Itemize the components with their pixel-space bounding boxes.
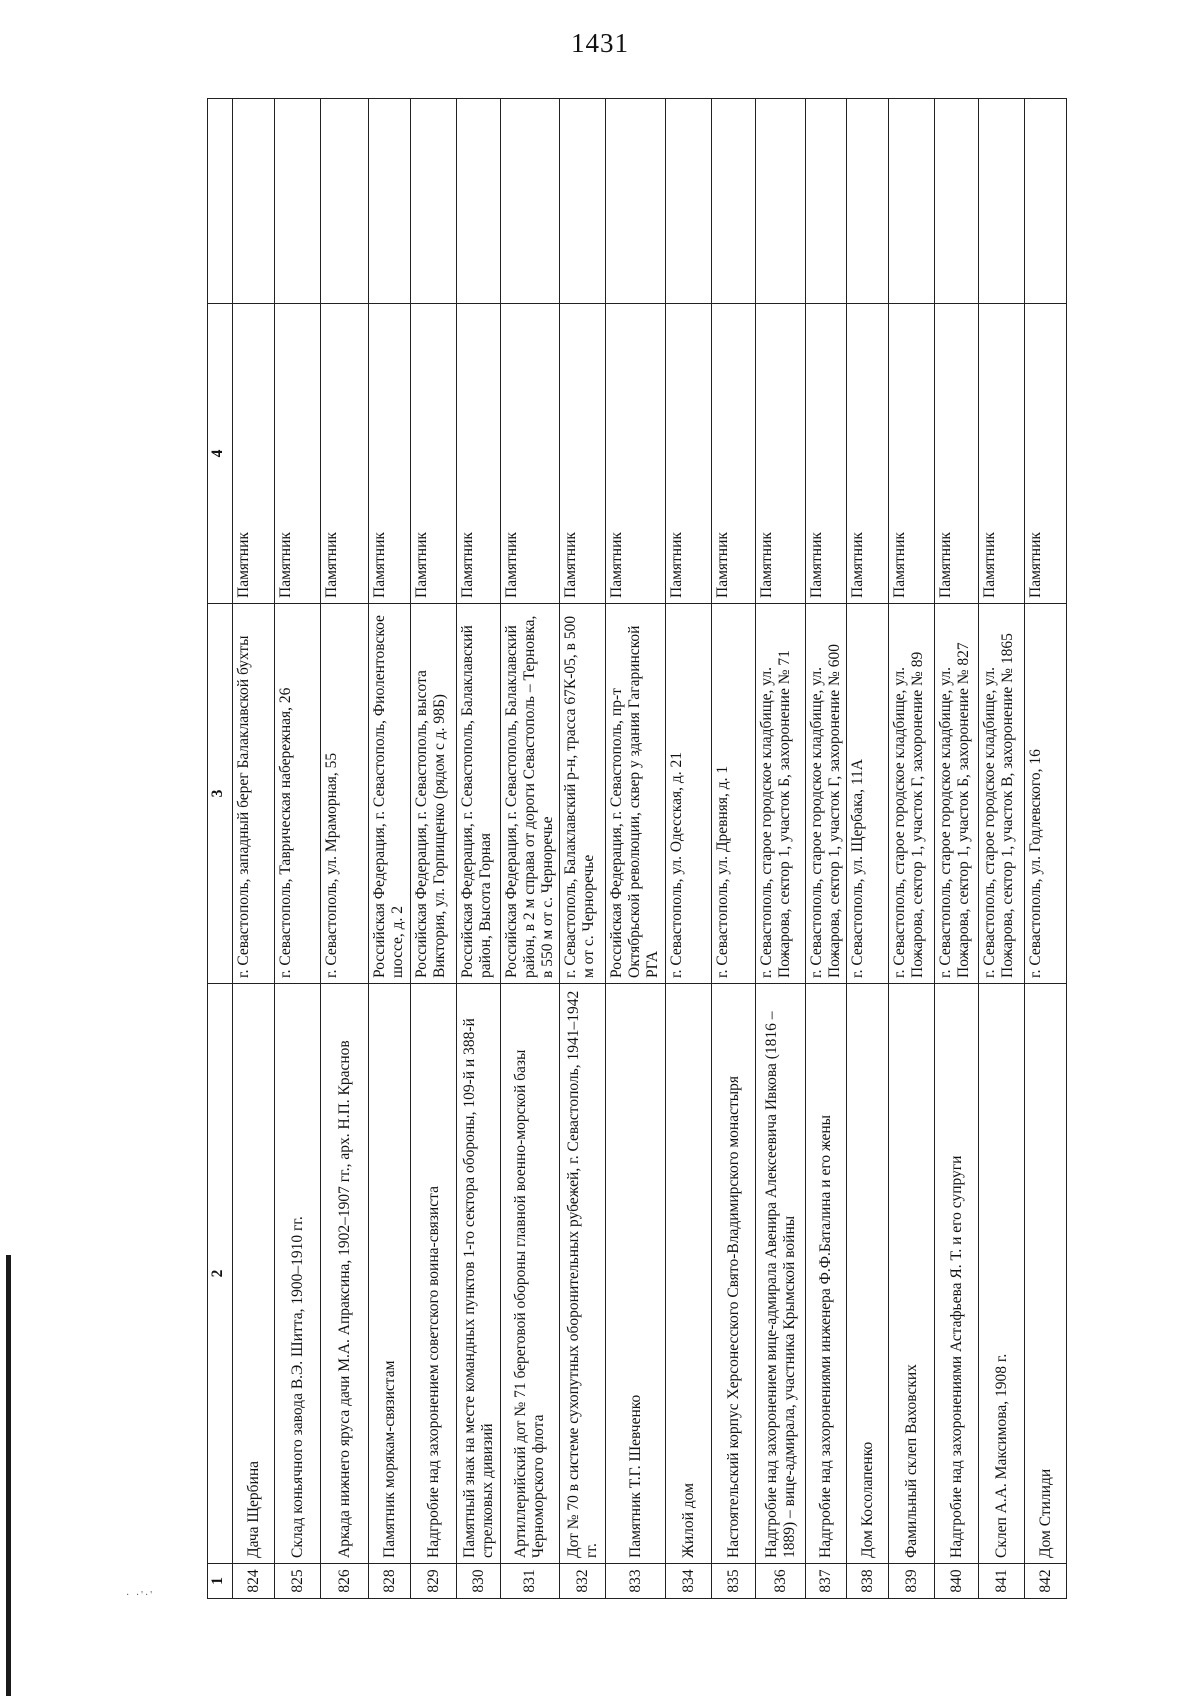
object-name-cell: Дот № 70 в системе сухопутных оборонительных рубежей, г. Севастополь, 1941–1942 гг.	[560, 984, 606, 1564]
empty-cell	[606, 99, 666, 304]
object-category-cell: Памятник	[321, 304, 369, 604]
object-category-cell: Памятник	[411, 304, 457, 604]
table-row	[979, 99, 1025, 1599]
object-name-cell: Склад коньячного завода В.Э. Шитта, 1900–1910 гг.	[275, 984, 321, 1564]
object-category-cell: Памятник	[457, 304, 501, 604]
object-category-cell: Памятник	[275, 304, 321, 604]
row-number-cell: 825	[275, 1564, 321, 1599]
table-row	[847, 99, 889, 1599]
table-row	[889, 99, 935, 1599]
object-name-cell: Дом Косолапенко	[847, 984, 889, 1564]
empty-cell	[666, 99, 712, 304]
object-location-cell: г. Севастополь, старое городское кладбище, ул. Пожарова, сектор 1, участок Б, захоронение № 827	[935, 604, 979, 984]
object-name-cell: Надгробие над захоронением вице-адмирала Авенира Алексеевича Ивкова (1816 – 1889) – вице-адмирала, участника Крымской войны	[756, 984, 806, 1564]
table-row	[756, 99, 806, 1599]
table-body	[233, 99, 1067, 1599]
object-name-cell: Аркада нижнего яруса дачи М.А. Апраксина, 1902–1907 гг., арх. Н.П. Краснов	[321, 984, 369, 1564]
header-col-1: 1	[208, 1564, 233, 1599]
row-number-cell: 842	[1025, 1564, 1067, 1599]
table-row	[411, 99, 457, 1599]
header-col-4: 4	[208, 304, 233, 604]
object-category-cell: Памятник	[560, 304, 606, 604]
table-row	[369, 99, 411, 1599]
table-row	[935, 99, 979, 1599]
object-location-cell: Российская Федерация, г. Севастополь, Фиолентовское шоссе, д. 2	[369, 604, 411, 984]
object-category-cell: Памятник	[712, 304, 756, 604]
empty-cell	[501, 99, 560, 304]
row-number-cell: 836	[756, 1564, 806, 1599]
object-location-cell: г. Севастополь, ул. Мраморная, 55	[321, 604, 369, 984]
empty-cell	[275, 99, 321, 304]
object-category-cell: Памятник	[806, 304, 847, 604]
row-number-cell: 837	[806, 1564, 847, 1599]
empty-cell	[979, 99, 1025, 304]
empty-cell	[889, 99, 935, 304]
row-number-cell: 826	[321, 1564, 369, 1599]
header-col-2: 2	[208, 984, 233, 1564]
empty-cell	[712, 99, 756, 304]
empty-cell	[369, 99, 411, 304]
object-location-cell: Российская Федерация, г. Севастополь, высота Виктория, ул. Горпищенко (рядом с д. 98Б)	[411, 604, 457, 984]
row-number-cell: 834	[666, 1564, 712, 1599]
table-row	[806, 99, 847, 1599]
table-row	[501, 99, 560, 1599]
header-col-3: 3	[208, 604, 233, 984]
row-number-cell: 832	[560, 1564, 606, 1599]
empty-cell	[321, 99, 369, 304]
object-location-cell: Российская Федерация, г. Севастополь, Балаклавский район, Высота Горная	[457, 604, 501, 984]
object-name-cell: Настоятельский корпус Херсонесского Свято-Владимирского монастыря	[712, 984, 756, 1564]
row-number-cell: 824	[233, 1564, 275, 1599]
row-number-cell: 833	[606, 1564, 666, 1599]
object-category-cell: Памятник	[756, 304, 806, 604]
object-name-cell: Склеп А.А. Максимова, 1908 г.	[979, 984, 1025, 1564]
object-location-cell: г. Севастополь, ул. Годлевского, 16	[1025, 604, 1067, 984]
object-location-cell: г. Севастополь, старое городское кладбище, ул. Пожарова, сектор 1, участок В, захоронение № 1865	[979, 604, 1025, 984]
object-location-cell: г. Севастополь, западный берег Балаклавской бухты	[233, 604, 275, 984]
object-location-cell: г. Севастополь, ул. Щербака, 11А	[847, 604, 889, 984]
object-location-cell: Российская Федерация, г. Севастополь, пр-т Октябрьской революции, сквер у здания Гагаринской РГА	[606, 604, 666, 984]
object-category-cell: Памятник	[979, 304, 1025, 604]
object-name-cell: Артиллерийский дот № 71 береговой обороны главной военно-морской базы Черноморского флота	[501, 984, 560, 1564]
table-row	[1025, 99, 1067, 1599]
object-category-cell: Памятник	[889, 304, 935, 604]
row-number-cell: 830	[457, 1564, 501, 1599]
object-location-cell: г. Севастополь, Балаклавский р-н, трасса 67К-05, в 500 м от с. Черноречье	[560, 604, 606, 984]
table-row	[560, 99, 606, 1599]
object-location-cell: г. Севастополь, старое городское кладбище, ул. Пожарова, сектор 1, участок Г, захоронение № 89	[889, 604, 935, 984]
object-name-cell: Памятный знак на месте командных пунктов 1-го сектора обороны, 109-й и 388-й стрелковых дивизий	[457, 984, 501, 1564]
object-category-cell: Памятник	[501, 304, 560, 604]
object-location-cell: г. Севастополь, ул. Древняя, д. 1	[712, 604, 756, 984]
empty-cell	[1025, 99, 1067, 304]
empty-cell	[756, 99, 806, 304]
object-location-cell: г. Севастополь, ул. Одесская, д. 21	[666, 604, 712, 984]
object-category-cell: Памятник	[666, 304, 712, 604]
object-location-cell: г. Севастополь, старое городское кладбище, ул. Пожарова, сектор 1, участок Б, захоронение № 71	[756, 604, 806, 984]
object-category-cell: Памятник	[369, 304, 411, 604]
empty-cell	[806, 99, 847, 304]
scan-specks: · ·'·'	[126, 1590, 155, 1601]
object-category-cell: Памятник	[935, 304, 979, 604]
row-number-cell: 840	[935, 1564, 979, 1599]
object-location-cell: г. Севастополь, старое городское кладбище, ул. Пожарова, сектор 1, участок Г, захоронение № 600	[806, 604, 847, 984]
object-location-cell: Российская Федерация, г. Севастополь, Балаклавский район, в 2 м справа от дороги Севастополь – Терновка, в 550 м от с. Черноречье	[501, 604, 560, 984]
empty-cell	[233, 99, 275, 304]
header-row	[208, 99, 233, 1599]
object-category-cell: Памятник	[606, 304, 666, 604]
object-name-cell: Памятник морякам-связистам	[369, 984, 411, 1564]
table-row	[321, 99, 369, 1599]
empty-cell	[935, 99, 979, 304]
row-number-cell: 841	[979, 1564, 1025, 1599]
empty-cell	[847, 99, 889, 304]
margin-rule	[6, 1255, 11, 1696]
row-number-cell: 828	[369, 1564, 411, 1599]
object-category-cell: Памятник	[847, 304, 889, 604]
object-name-cell: Надгробие над захоронениями инженера Ф.Ф.Баталина и его жены	[806, 984, 847, 1564]
row-number-cell: 835	[712, 1564, 756, 1599]
heritage-registry-table	[207, 98, 1067, 1599]
header-col-5-empty	[208, 99, 233, 304]
object-name-cell: Памятник Т.Г. Шевченко	[606, 984, 666, 1564]
empty-cell	[411, 99, 457, 304]
object-location-cell: г. Севастополь, Таврическая набережная, 26	[275, 604, 321, 984]
object-name-cell: Надгробие над захоронением советского воина-связиста	[411, 984, 457, 1564]
registry-table-wrapper	[207, 99, 1092, 1599]
object-name-cell: Дом Стилиди	[1025, 984, 1067, 1564]
object-category-cell: Памятник	[1025, 304, 1067, 604]
empty-cell	[560, 99, 606, 304]
table-row	[233, 99, 275, 1599]
row-number-cell: 839	[889, 1564, 935, 1599]
row-number-cell: 829	[411, 1564, 457, 1599]
object-name-cell: Жилой дом	[666, 984, 712, 1564]
table-row	[457, 99, 501, 1599]
table-row	[606, 99, 666, 1599]
page-number: 1431	[571, 28, 629, 58]
object-name-cell: Дача Щербина	[233, 984, 275, 1564]
empty-cell	[457, 99, 501, 304]
row-number-cell: 831	[501, 1564, 560, 1599]
object-name-cell: Фамильный склеп Ваховских	[889, 984, 935, 1564]
table-row	[666, 99, 712, 1599]
object-category-cell: Памятник	[233, 304, 275, 604]
object-name-cell: Надгробие над захоронениями Астафьева Я. Т. и его супруги	[935, 984, 979, 1564]
table-row	[275, 99, 321, 1599]
table-row	[712, 99, 756, 1599]
row-number-cell: 838	[847, 1564, 889, 1599]
